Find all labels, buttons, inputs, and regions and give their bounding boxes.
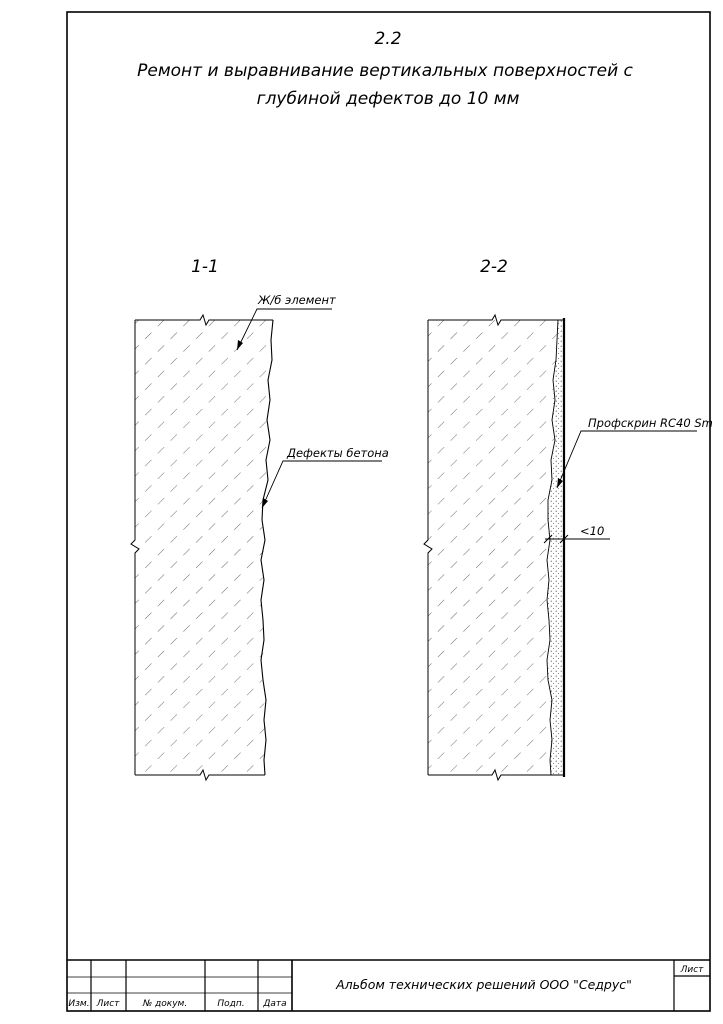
section-number: 2.2 bbox=[374, 29, 402, 49]
drawing-title-line2: глубиной дефектов до 10 мм bbox=[256, 89, 520, 109]
callout-defects-text: Дефекты бетона bbox=[287, 446, 389, 460]
col-sign: Подп. bbox=[217, 999, 245, 1009]
col-list: Лист bbox=[96, 999, 120, 1009]
col-date: Дата bbox=[263, 999, 287, 1009]
section-1-1-drawing bbox=[131, 293, 389, 780]
callout-element-text: Ж/б элемент bbox=[258, 293, 336, 307]
album-title: Альбом технических решений ООО "Седрус" bbox=[336, 977, 632, 992]
col-izm: Изм. bbox=[68, 999, 90, 1009]
leader-defects-arrow bbox=[262, 498, 268, 508]
sheet-label: Лист bbox=[680, 965, 704, 975]
leader-defects bbox=[262, 461, 382, 508]
callout-material-text: Профскрин RC40 Sm bbox=[588, 416, 713, 430]
leader-material bbox=[557, 431, 697, 488]
section-label-1-1: 1-1 bbox=[191, 257, 219, 277]
drawing-title-line1: Ремонт и выравнивание вертикальных поверхностей с bbox=[137, 61, 633, 81]
concrete-element-right bbox=[428, 320, 558, 775]
concrete-element-left bbox=[135, 320, 273, 775]
dimension-text: <10 bbox=[580, 524, 605, 538]
section-2-2-drawing bbox=[424, 315, 713, 780]
col-doc: № докум. bbox=[142, 999, 188, 1009]
section-label-2-2: 2-2 bbox=[480, 257, 508, 277]
title-block bbox=[67, 960, 710, 1011]
